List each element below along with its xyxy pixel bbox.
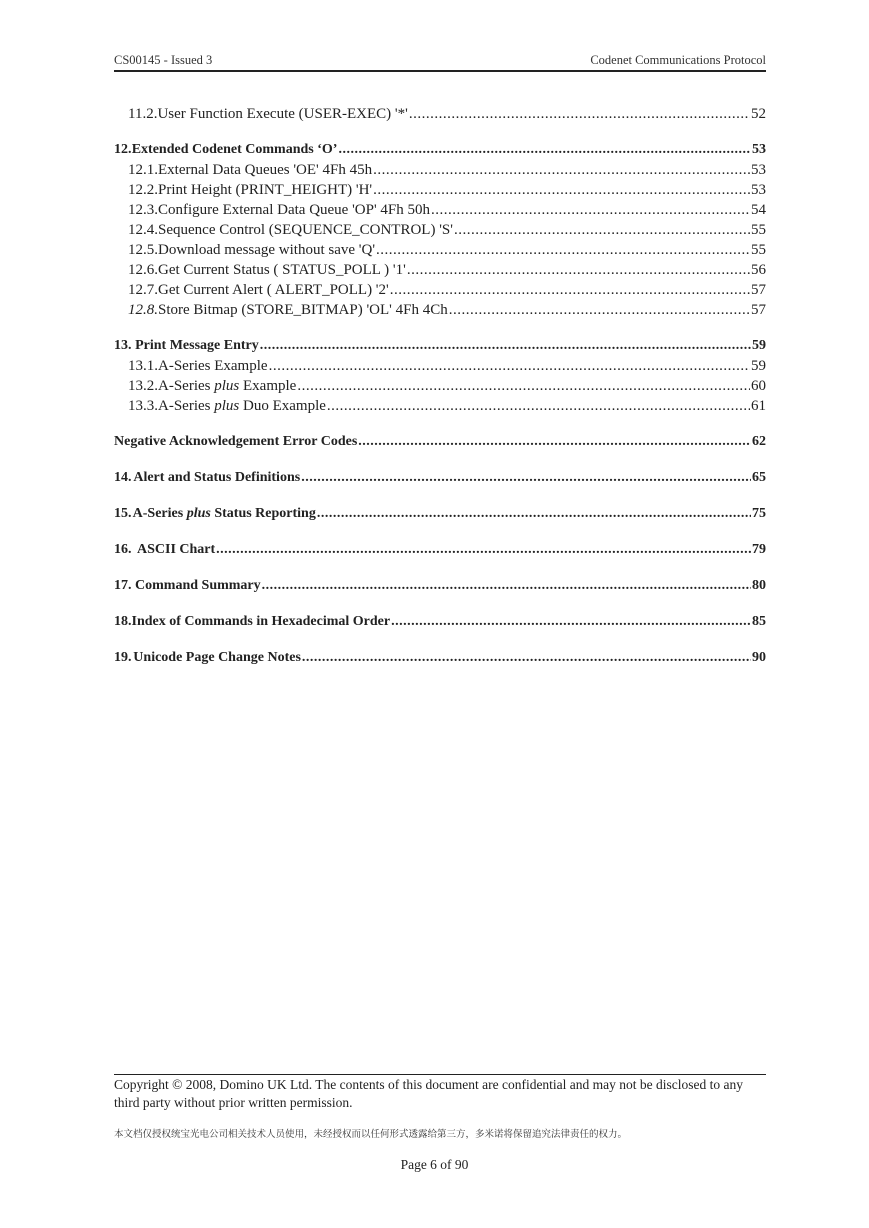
toc-entry-page: 52 — [751, 106, 766, 122]
header-divider — [114, 70, 766, 72]
toc-entry-page: 90 — [752, 650, 766, 665]
toc-entry-number: 17. — [114, 578, 132, 593]
toc-entry-page: 80 — [752, 578, 766, 593]
toc-entry-title: ASCII Chart — [136, 542, 216, 557]
toc-entry[interactable] — [114, 104, 766, 124]
toc-leader-dots — [409, 104, 750, 124]
copyright-notice: Copyright © 2008, Domino UK Ltd. The contents of this document are confidential and may not be disclosed to any third party without prior written permission. — [114, 1077, 744, 1110]
toc-leader-dots — [454, 220, 750, 240]
toc-leader-dots — [262, 576, 751, 596]
toc-leader-dots — [373, 160, 750, 180]
toc-chapter[interactable] — [114, 540, 766, 560]
toc-entry-number: 13.2. — [128, 378, 158, 394]
toc-spacer — [114, 416, 766, 432]
toc-leader-dots — [302, 648, 751, 668]
toc-entry-number: 13. — [114, 338, 132, 353]
toc-leader-dots — [297, 376, 750, 396]
title-text: Status Reporting — [210, 506, 316, 521]
document-title: Codenet Communications Protocol — [590, 53, 766, 67]
toc-entry-title: Print Message Entry — [135, 338, 259, 353]
toc-entry-title: External Data Queues 'OE' 4Fh 45h — [158, 162, 373, 178]
toc-leader-dots — [431, 200, 750, 220]
toc-entry-number: 12.7. — [128, 282, 158, 298]
toc-entry-page: 55 — [751, 222, 766, 238]
toc-entry-number: 12.2. — [128, 182, 158, 198]
toc-entry-title: Configure External Data Queue 'OP' 4Fh 50h — [158, 202, 431, 218]
title-emphasis: plus — [214, 398, 240, 414]
toc-leader-dots — [376, 240, 750, 260]
toc-entry-page: 55 — [751, 242, 766, 258]
toc-entry-title: A-Series Example — [158, 358, 268, 374]
toc-entry-title: Extended Codenet Commands ‘O’ — [131, 142, 338, 157]
toc-chapter[interactable] — [114, 504, 766, 524]
toc-leader-dots — [373, 180, 750, 200]
toc-entry-title: Get Current Alert ( ALERT_POLL) '2' — [158, 282, 389, 298]
toc-entry[interactable] — [114, 396, 766, 416]
toc-entry[interactable] — [114, 220, 766, 240]
toc-entry-title: Get Current Status ( STATUS_POLL ) '1' — [158, 262, 406, 278]
toc-entry[interactable] — [114, 376, 766, 396]
toc-spacer — [114, 596, 766, 612]
toc-entry-page: 56 — [751, 262, 766, 278]
chinese-confidentiality-notice: 本文档仅授权统宝光电公司相关技术人员使用，未经授权而以任何形式透露给第三方，多米诺将保留追究法律责任的权力。 — [114, 1129, 628, 1140]
page-number: Page 6 of 90 — [400, 1157, 469, 1172]
toc-chapter[interactable] — [114, 468, 766, 488]
toc-entry-page: 57 — [751, 282, 766, 298]
toc-entry[interactable] — [114, 356, 766, 376]
toc-spacer — [114, 124, 766, 140]
title-text: Duo Example — [239, 398, 326, 414]
toc-entry-number: 19. — [114, 650, 132, 665]
toc-entry-title: User Function Execute (USER-EXEC) '*' — [157, 106, 408, 122]
toc-chapter[interactable] — [114, 648, 766, 668]
toc-entry-number: 12. — [114, 142, 132, 157]
toc-leader-dots — [301, 468, 751, 488]
toc-spacer — [114, 320, 766, 336]
toc-leader-dots — [216, 540, 751, 560]
toc-leader-dots — [317, 504, 751, 524]
toc-spacer — [114, 632, 766, 648]
toc-chapter[interactable] — [114, 576, 766, 596]
toc-entry-title: Alert and Status Definitions — [133, 470, 301, 485]
toc-entry-title — [158, 376, 296, 396]
toc-entry-page: 62 — [752, 434, 766, 449]
toc-entry-title: Index of Commands in Hexadecimal Order — [131, 614, 391, 629]
toc-entry-number: 12.1. — [128, 162, 158, 178]
toc-entry-page: 79 — [752, 542, 766, 557]
toc-entry-number: 11.2. — [128, 106, 158, 122]
title-text: Example — [239, 378, 297, 394]
title-text: A-Series — [158, 378, 215, 394]
toc-entry[interactable] — [114, 240, 766, 260]
toc-entry-page: 53 — [751, 182, 766, 198]
toc-spacer — [114, 524, 766, 540]
toc-entry-title — [133, 504, 316, 524]
toc-entry-page: 61 — [751, 398, 766, 414]
toc-entry-number: 18. — [114, 614, 132, 629]
toc-entry-number: 13.1. — [128, 358, 158, 374]
toc-entry-page: 57 — [751, 302, 766, 318]
toc-entry[interactable] — [114, 300, 766, 320]
toc-entry-page: 59 — [752, 338, 766, 353]
toc-entry[interactable] — [114, 280, 766, 300]
toc-leader-dots — [391, 612, 751, 632]
toc-leader-dots — [390, 280, 750, 300]
toc-entry-number: 12.8. — [128, 302, 158, 318]
toc-entry-page: 60 — [751, 378, 766, 394]
toc-leader-dots — [338, 140, 751, 160]
toc-entry-number: 16. — [114, 542, 132, 557]
title-emphasis: plus — [214, 378, 240, 394]
toc-entry-number: 12.4. — [128, 222, 158, 238]
toc-leader-dots — [260, 336, 751, 356]
toc-leader-dots — [407, 260, 750, 280]
toc-entry-page: 65 — [752, 470, 766, 485]
toc-entry-page: 59 — [751, 358, 766, 374]
toc-entry-number: 12.6. — [128, 262, 158, 278]
toc-entry[interactable] — [114, 200, 766, 220]
toc-entry-title: Store Bitmap (STORE_BITMAP) 'OL' 4Fh 4Ch — [158, 302, 448, 318]
toc-leader-dots — [327, 396, 750, 416]
title-text: A-Series — [158, 398, 215, 414]
toc-entry-number: 12.3. — [128, 202, 158, 218]
table-of-contents — [114, 104, 766, 668]
toc-entry-page: 53 — [752, 142, 766, 157]
toc-entry-number: 12.5. — [128, 242, 158, 258]
toc-entry-title: Negative Acknowledgement Error Codes — [114, 434, 358, 449]
toc-entry[interactable] — [114, 260, 766, 280]
toc-chapter[interactable] — [114, 336, 766, 356]
toc-entry-number: 14. — [114, 470, 132, 485]
document-id: CS00145 - Issued 3 — [114, 53, 213, 67]
toc-entry[interactable] — [114, 160, 766, 180]
toc-chapter[interactable] — [114, 612, 766, 632]
toc-entry-number: 15. — [114, 506, 132, 521]
toc-entry-page: 85 — [752, 614, 766, 629]
toc-entry-title — [158, 396, 326, 416]
toc-chapter[interactable] — [114, 140, 766, 160]
toc-leader-dots — [269, 356, 750, 376]
title-emphasis: plus — [186, 506, 211, 521]
toc-entry-page: 54 — [751, 202, 766, 218]
toc-entry[interactable] — [114, 180, 766, 200]
toc-entry-title: Sequence Control (SEQUENCE_CONTROL) 'S' — [158, 222, 453, 238]
toc-leader-dots — [449, 300, 750, 320]
toc-spacer — [114, 560, 766, 576]
toc-spacer — [114, 452, 766, 468]
toc-entry-title: Command Summary — [135, 578, 261, 593]
page-header — [114, 52, 766, 72]
toc-entry-title: Unicode Page Change Notes — [133, 650, 301, 665]
toc-entry-title: Download message without save 'Q' — [158, 242, 376, 258]
toc-leader-dots — [358, 432, 751, 452]
toc-entry-page: 53 — [751, 162, 766, 178]
toc-entry-number: 13.3. — [128, 398, 158, 414]
toc-entry-title: Print Height (PRINT_HEIGHT) 'H' — [158, 182, 373, 198]
title-text: A-Series — [132, 506, 187, 521]
toc-chapter[interactable] — [114, 432, 766, 452]
toc-spacer — [114, 488, 766, 504]
footer-divider — [114, 1074, 766, 1075]
toc-entry-page: 75 — [752, 506, 766, 521]
